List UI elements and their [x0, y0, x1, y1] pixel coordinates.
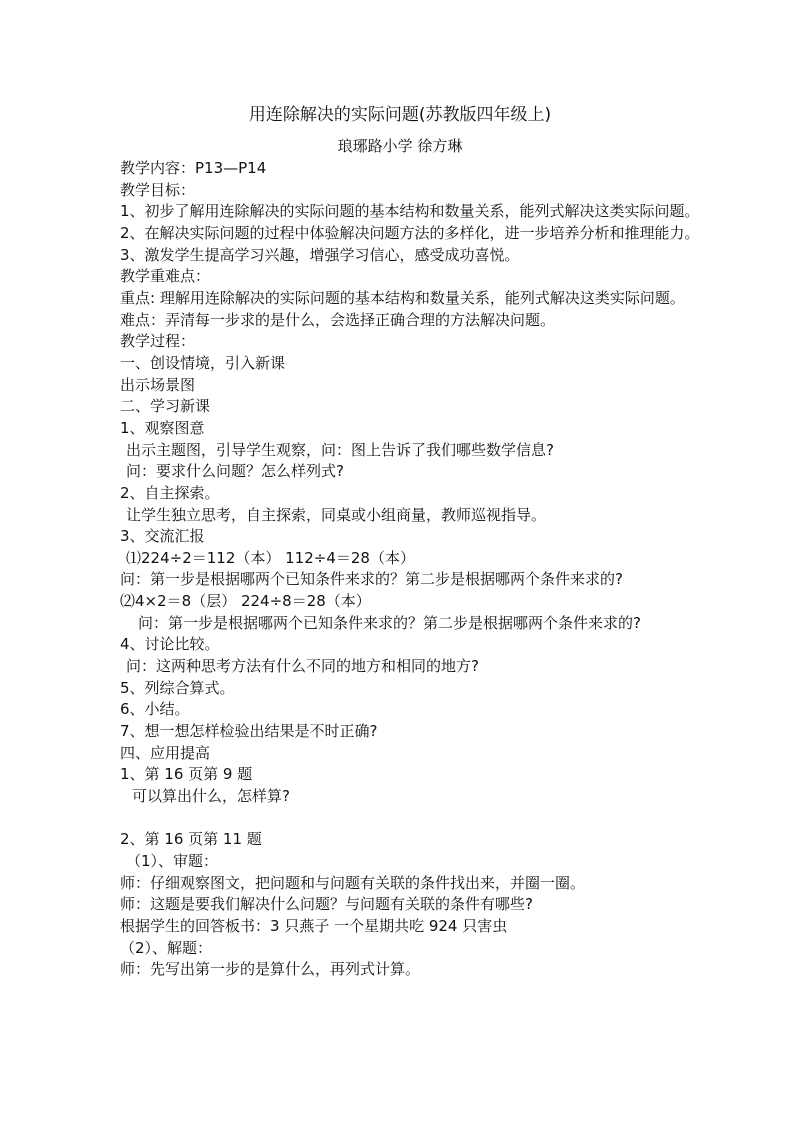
text-line: 7、想一想怎样检验出结果是不时正确? [120, 722, 378, 741]
text-line: 3、激发学生提高学习兴趣，增强学习信心，感受成功喜悦。 [120, 245, 520, 264]
text-line: 出示场景图 [120, 375, 196, 394]
text-line: 问：第一步是根据哪两个已知条件来求的？第二步是根据哪两个条件来求的? [138, 613, 641, 632]
text-line: 难点：弄清每一步求的是什么，会选择正确合理的方法解决问题。 [120, 310, 556, 329]
text-line: 6、小结。 [120, 700, 190, 719]
text-line: 1、初步了解用连除解决的实际问题的基本结构和数量关系，能列式解决这类实际问题。 [120, 202, 700, 221]
text-line: 一、创设情境，引入新课 [120, 353, 286, 372]
text-line: 2、第 16 页第 11 题 [120, 830, 262, 849]
text-line: 教学重难点： [120, 267, 211, 286]
author-line: 琅琊路小学 徐方琳 [337, 137, 463, 155]
text-line: 出示主题图，引导学生观察，问：图上告诉了我们哪些数学信息? [126, 440, 554, 459]
text-line: 师：仔细观察图文，把问题和与问题有关联的条件找出来，并圈一圈。 [120, 873, 586, 892]
text-line: 二、学习新课 [120, 397, 211, 416]
text-line: 让学生独立思考，自主探索，同桌或小组商量，教师巡视指导。 [126, 505, 547, 524]
text-line: 教学内容：P13—P14 [120, 159, 267, 177]
text-line: 问：这两种思考方法有什么不同的地方和相同的地方? [126, 657, 479, 676]
text-line: 可以算出什么，怎样算? [132, 787, 290, 806]
document-title: 用连除解决的实际问题(苏教版四年级上) [248, 105, 552, 125]
text-line: 1、第 16 页第 9 题 [120, 765, 253, 784]
text-line: 问：要求什么问题？怎么样列式? [126, 462, 344, 481]
text-line: 教学目标： [120, 180, 196, 199]
text-line: 5、列综合算式。 [120, 678, 235, 697]
text-line: 4、讨论比较。 [120, 635, 220, 654]
text-line: 2、在解决实际问题的过程中体验解决问题方法的多样化，进一步培养分析和推理能力。 [120, 223, 700, 242]
blank-line [120, 808, 700, 830]
text-line: （1）、审题： [126, 851, 219, 870]
text-line: 四、应用提高 [120, 743, 211, 762]
text-line: 根据学生的回答板书：3 只燕子 一个星期共吃 924 只害虫 [120, 916, 508, 935]
text-line: （2）、解题： [120, 938, 213, 957]
text-line: ⑴224÷2＝112（本） 112÷4＝28（本） [126, 548, 415, 567]
text-line: ⑵4×2＝8（层） 224÷8＝28（本） [120, 592, 371, 611]
text-line: 师：先写出第一步的是算什么，再列式计算。 [120, 960, 421, 979]
text-line: 教学过程： [120, 332, 196, 351]
text-line: 问：第一步是根据哪两个已知条件来求的？第二步是根据哪两个条件来求的? [120, 570, 623, 589]
text-line: 重点: 理解用连除解决的实际问题的基本结构和数量关系，能列式解决这类实际问题。 [120, 288, 685, 307]
text-line: 2、自主探索。 [120, 483, 220, 502]
text-line: 3、交流汇报 [120, 527, 205, 546]
text-line: 师：这题是要我们解决什么问题？与问题有关联的条件有哪些? [120, 895, 533, 914]
text-line: 1、观察图意 [120, 418, 205, 437]
document-body [120, 158, 700, 981]
